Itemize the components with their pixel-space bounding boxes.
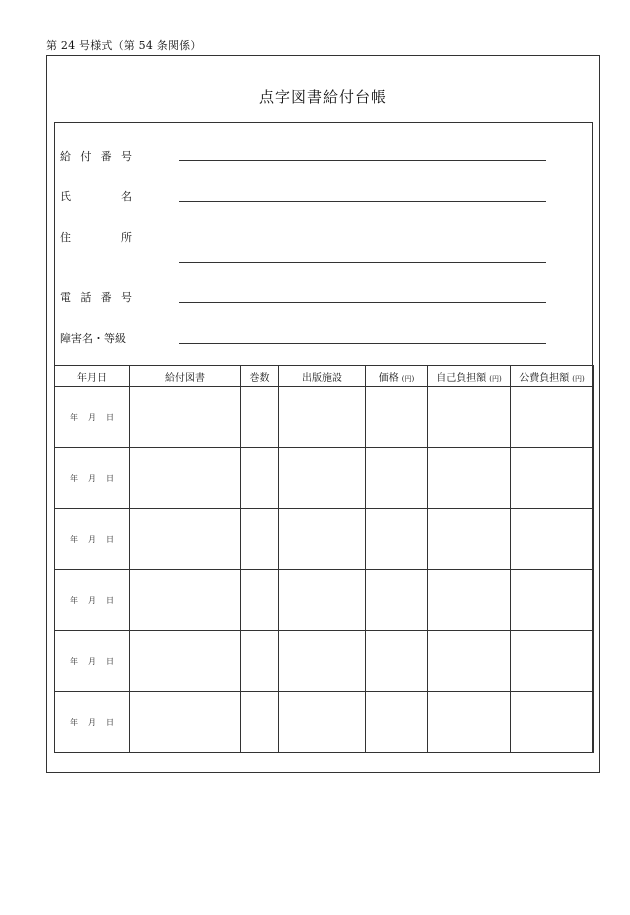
public-pay-cell[interactable]: [511, 631, 594, 692]
month-mark: 月: [88, 534, 96, 544]
volumes-cell[interactable]: [241, 387, 279, 448]
date-cell[interactable]: [55, 448, 130, 509]
year-mark: 年: [70, 595, 78, 605]
table-row: [55, 631, 594, 692]
month-mark: 月: [88, 595, 96, 605]
day-mark: 日: [106, 595, 114, 605]
book-cell[interactable]: [130, 387, 241, 448]
label-char: 話: [80, 291, 92, 304]
label-char: 名: [121, 190, 132, 203]
volumes-cell[interactable]: [241, 692, 279, 753]
date-cell[interactable]: [55, 692, 130, 753]
month-mark: 月: [88, 473, 96, 483]
self-pay-cell[interactable]: [428, 570, 511, 631]
price-cell[interactable]: [366, 509, 428, 570]
table-row: [55, 387, 594, 448]
field-label-name: [60, 188, 132, 204]
publisher-cell[interactable]: [279, 448, 366, 509]
table-row: [55, 509, 594, 570]
public-pay-cell[interactable]: [511, 448, 594, 509]
self-pay-cell[interactable]: [428, 387, 511, 448]
phone-line[interactable]: [179, 302, 546, 303]
book-cell[interactable]: [130, 509, 241, 570]
self-pay-cell[interactable]: [428, 692, 511, 753]
book-cell[interactable]: [130, 570, 241, 631]
table-row: [55, 448, 594, 509]
publisher-cell[interactable]: [279, 692, 366, 753]
header-price-label: 価格: [378, 372, 399, 384]
day-mark: 日: [106, 473, 114, 483]
public-pay-cell[interactable]: [511, 509, 594, 570]
header-public-pay-label: 公費負担額: [519, 372, 570, 384]
year-mark: 年: [70, 534, 78, 544]
form-title: 点字図書給付台帳: [258, 88, 387, 106]
unit-label: (円): [489, 374, 502, 383]
header-self-pay: [428, 366, 511, 387]
date-cell[interactable]: [55, 570, 130, 631]
book-cell[interactable]: [130, 692, 241, 753]
table-row: [55, 692, 594, 753]
volumes-cell[interactable]: [241, 509, 279, 570]
address-line[interactable]: [179, 262, 546, 263]
price-cell[interactable]: [366, 570, 428, 631]
publisher-cell[interactable]: [279, 631, 366, 692]
label-char: 給: [60, 150, 71, 163]
label-char: 付: [80, 150, 92, 163]
label-char: 号: [120, 291, 132, 304]
public-pay-cell[interactable]: [511, 692, 594, 753]
ledger-box: [54, 122, 593, 753]
date-cell[interactable]: [55, 631, 130, 692]
year-mark: 年: [70, 717, 78, 727]
label-char: 番: [100, 150, 112, 163]
date-cell[interactable]: [55, 387, 130, 448]
date-cell[interactable]: [55, 509, 130, 570]
table-header-row: [55, 366, 594, 387]
month-mark: 月: [88, 656, 96, 666]
table-row: [55, 570, 594, 631]
public-pay-cell[interactable]: [511, 387, 594, 448]
price-cell[interactable]: [366, 631, 428, 692]
price-cell[interactable]: [366, 692, 428, 753]
publisher-cell[interactable]: [279, 509, 366, 570]
field-label-disability: 障害名・等級: [60, 332, 126, 345]
label-char: 番: [100, 291, 112, 304]
public-pay-cell[interactable]: [511, 570, 594, 631]
volumes-cell[interactable]: [241, 570, 279, 631]
form-number: 第 24 号様式（第 54 条関係）: [46, 39, 202, 52]
label-char: 電: [60, 291, 71, 304]
field-label-address: [60, 229, 132, 245]
self-pay-cell[interactable]: [428, 509, 511, 570]
day-mark: 日: [106, 656, 114, 666]
self-pay-cell[interactable]: [428, 631, 511, 692]
unit-label: (円): [401, 374, 415, 383]
header-public-pay: [511, 366, 594, 387]
day-mark: 日: [106, 412, 114, 422]
year-mark: 年: [70, 473, 78, 483]
field-label-phone: [60, 289, 132, 305]
label-char: 住: [60, 231, 71, 244]
volumes-cell[interactable]: [241, 448, 279, 509]
label-char: 氏: [60, 190, 71, 203]
publisher-cell[interactable]: [279, 570, 366, 631]
volumes-cell[interactable]: [241, 631, 279, 692]
header-self-pay-label: 自己負担額: [436, 372, 487, 384]
month-mark: 月: [88, 717, 96, 727]
disability-line[interactable]: [179, 343, 546, 344]
name-line[interactable]: [179, 201, 546, 202]
self-pay-cell[interactable]: [428, 448, 511, 509]
header-book: 給付図書: [130, 366, 241, 387]
price-cell[interactable]: [366, 387, 428, 448]
label-char: 号: [120, 150, 132, 163]
month-mark: 月: [88, 412, 96, 422]
book-cell[interactable]: [130, 448, 241, 509]
label-char: 所: [121, 231, 132, 244]
benefit-table: [54, 365, 594, 753]
benefit-number-line[interactable]: [179, 160, 546, 161]
price-cell[interactable]: [366, 448, 428, 509]
book-cell[interactable]: [130, 631, 241, 692]
header-volumes: 巻数: [241, 366, 279, 387]
day-mark: 日: [106, 534, 114, 544]
year-mark: 年: [70, 412, 78, 422]
header-price: [366, 366, 428, 387]
publisher-cell[interactable]: [279, 387, 366, 448]
day-mark: 日: [106, 717, 114, 727]
form-frame: [46, 55, 600, 773]
unit-label: (円): [572, 374, 585, 383]
field-label-benefit-number: [60, 148, 132, 164]
header-publisher: 出版施設: [279, 366, 366, 387]
header-date: 年月日: [55, 366, 130, 387]
year-mark: 年: [70, 656, 78, 666]
